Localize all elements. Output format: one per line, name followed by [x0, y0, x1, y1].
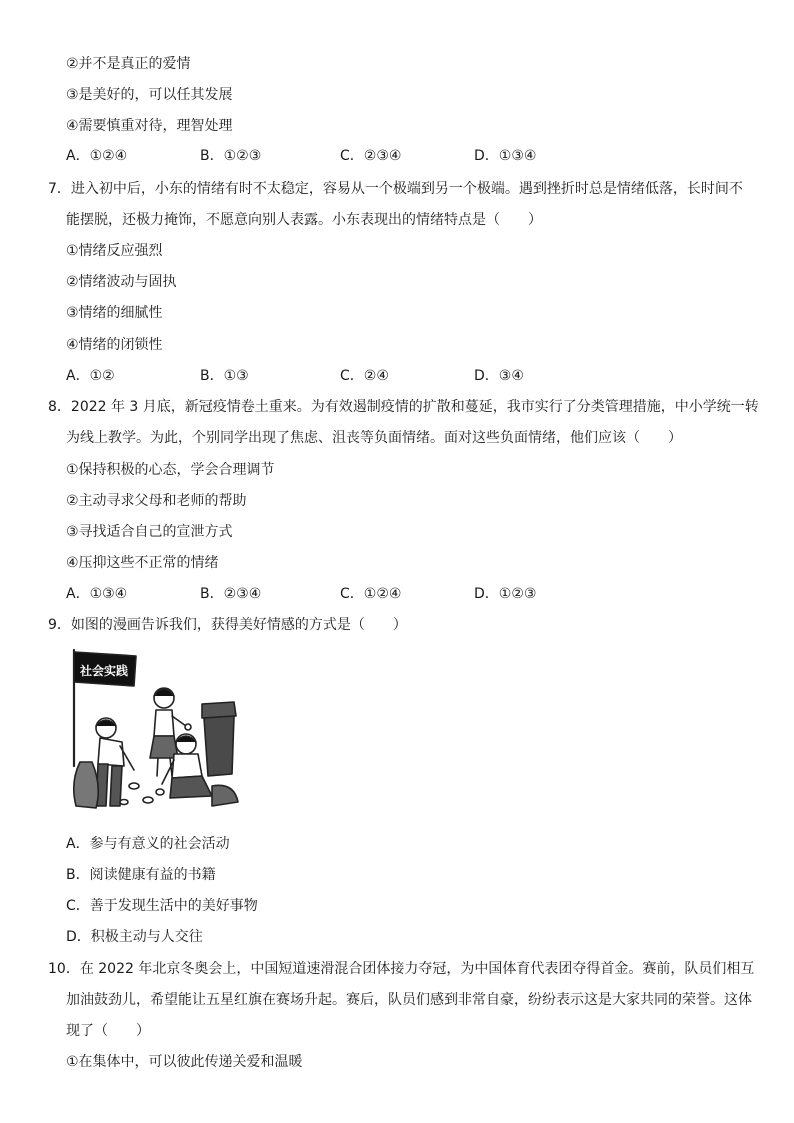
q7-item-4: ④情绪的闭锁性 — [66, 337, 163, 353]
q8-stem-line-2: 为线上教学。为此，个别同学出现了焦虑、沮丧等负面情绪。面对这些负面情绪，他们应该（ ） — [66, 430, 682, 446]
q9-option-d: D．积极主动与人交往 — [66, 929, 203, 945]
q7-item-3: ③情绪的细腻性 — [66, 305, 163, 321]
q10-stem-line-3: 现了（ ） — [66, 1023, 150, 1039]
q10-item-1: ①在集体中，可以彼此传递关爱和温暖 — [66, 1054, 303, 1070]
q9-option-a: A．参与有意义的社会活动 — [66, 836, 230, 852]
q6-item-2: ②并不是真正的爱情 — [66, 56, 191, 72]
q8-stem-line-1: 8．2022 年 3 月底，新冠疫情卷土重来。为有效遏制疫情的扩散和蔓延，我市实行了分类管理措施，中小学统一转 — [48, 399, 759, 415]
q8-item-4: ④压抑这些不正常的情绪 — [66, 555, 219, 571]
q7-option-c: C．②④ — [340, 368, 389, 384]
q7-option-b: B．①③ — [200, 368, 249, 384]
q9-stem: 9．如图的漫画告诉我们，获得美好情感的方式是（ ） — [48, 617, 407, 633]
q8-item-2: ②主动寻求父母和老师的帮助 — [66, 493, 247, 509]
q8-option-d: D．①②③ — [474, 586, 537, 602]
q7-stem-line-1: 7．进入初中后，小东的情绪有时不太稳定，容易从一个极端到另一个极端。遇到挫折时总是情绪低落，长时间不 — [48, 181, 743, 197]
q7-option-d: D．③④ — [474, 368, 524, 384]
q6-option-b: B．①②③ — [200, 148, 262, 164]
q6-option-c: C．②③④ — [340, 148, 402, 164]
q7-option-a: A．①② — [66, 368, 115, 384]
flag-label: 社会实践 — [79, 664, 129, 678]
q7-stem-line-2: 能摆脱，还极力掩饰，不愿意向别人表露。小东表现出的情绪特点是（ ） — [66, 212, 542, 228]
q9-option-c: C．善于发现生活中的美好事物 — [66, 898, 258, 914]
q7-item-1: ①情绪反应强烈 — [66, 243, 163, 259]
q8-item-1: ①保持积极的心态，学会合理调节 — [66, 462, 275, 478]
q6-option-d: D．①③④ — [474, 148, 537, 164]
q8-option-b: B．②③④ — [200, 586, 262, 602]
q6-option-a: A．①②④ — [66, 148, 128, 164]
q7-item-2: ②情绪波动与固执 — [66, 274, 177, 290]
q9-option-b: B．阅读健康有益的书籍 — [66, 867, 216, 883]
q10-stem-line-1: 10．在 2022 年北京冬奥会上，中国短道速滑混合团体接力夺冠，为中国体育代表团夺得首金。赛前，队员们相互 — [48, 961, 755, 977]
q8-option-c: C．①②④ — [340, 586, 402, 602]
q8-item-3: ③寻找适合自己的宣泄方式 — [66, 524, 233, 540]
q6-item-4: ④需要慎重对待，理智处理 — [66, 118, 233, 134]
q6-item-3: ③是美好的，可以任其发展 — [66, 87, 233, 103]
q10-stem-line-2: 加油鼓劲儿，希望能让五星红旗在赛场升起。赛后，队员们感到非常自豪，纷纷表示这是大家共同的荣誉。这体 — [66, 992, 752, 1008]
social-practice-cartoon — [62, 646, 242, 816]
q8-option-a: A．①③④ — [66, 586, 128, 602]
